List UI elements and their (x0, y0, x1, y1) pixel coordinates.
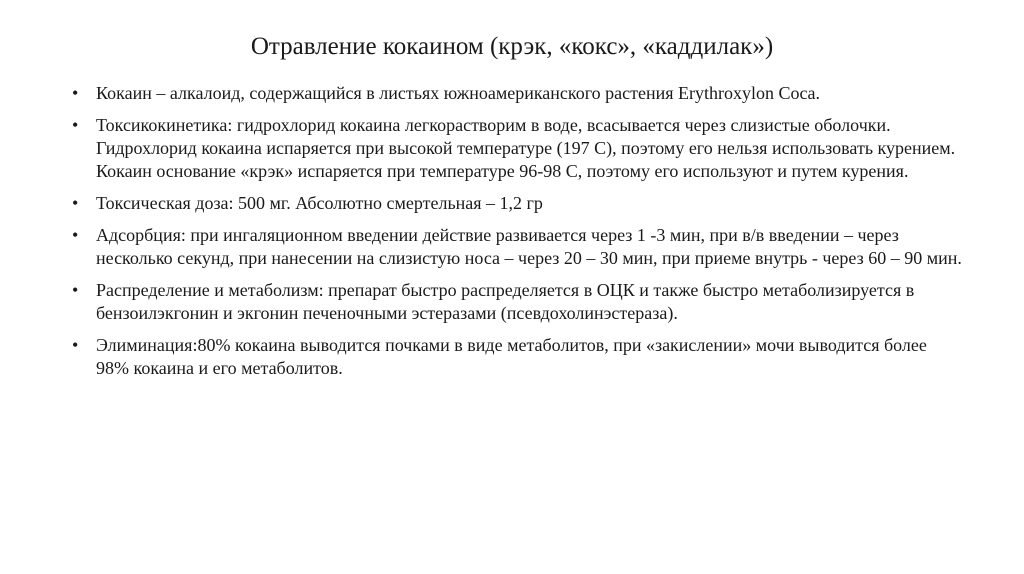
bullet-item (72, 279, 962, 325)
bullet-dot-icon: • (72, 83, 79, 103)
slide-title: Отравление кокаином (крэк, «кокс», «каддилак») (250, 33, 774, 60)
bullet-text: Адсорбция: при ингаляционном введении действие развивается через 1 -3 мин, при в/в введении – через несколько секунд, при нанесении на слизистую носа – через 20 – 30 мин, при приеме внутрь - через 60 – 90 мин. (96, 225, 962, 268)
bullet-text: Распределение и метаболизм: препарат быстро распределяется в ОЦК и также быстро метаболизируется в бензоилэкгонин и экгонин печеночными эстеразами (псевдохолинэстераза). (96, 280, 915, 323)
bullet-item (72, 82, 962, 105)
bullet-list (72, 82, 962, 389)
bullet-item (72, 334, 962, 380)
bullet-dot-icon: • (72, 335, 79, 355)
bullet-text: Токсикокинетика: гидрохлорид кокаина легкорастворим в воде, всасывается через слизистые оболочки. Гидрохлорид кокаина испаряется при высокой температуре (197 С), поэтому его нельзя использовать курением. Кокаин основание «крэк» испаряется при температуре 96-98 С, поэтому его используют и путем курения. (96, 115, 956, 181)
bullet-text: Кокаин – алкалоид, содержащийся в листьях южноамериканского растения Erythroxylon Coca. (96, 83, 821, 103)
bullet-item (72, 114, 962, 183)
bullet-item (72, 192, 962, 215)
bullet-dot-icon: • (72, 115, 79, 135)
bullet-dot-icon: • (72, 193, 79, 213)
bullet-item (72, 224, 962, 270)
bullet-dot-icon: • (72, 280, 79, 300)
bullet-dot-icon: • (72, 225, 79, 245)
bullet-text: Элиминация:80% кокаина выводится почками в виде метаболитов, при «закислении» мочи выводится более 98% кокаина и его метаболитов. (96, 335, 927, 378)
bullet-text: Токсическая доза: 500 мг. Абсолютно смертельная – 1,2 гр (96, 193, 543, 213)
